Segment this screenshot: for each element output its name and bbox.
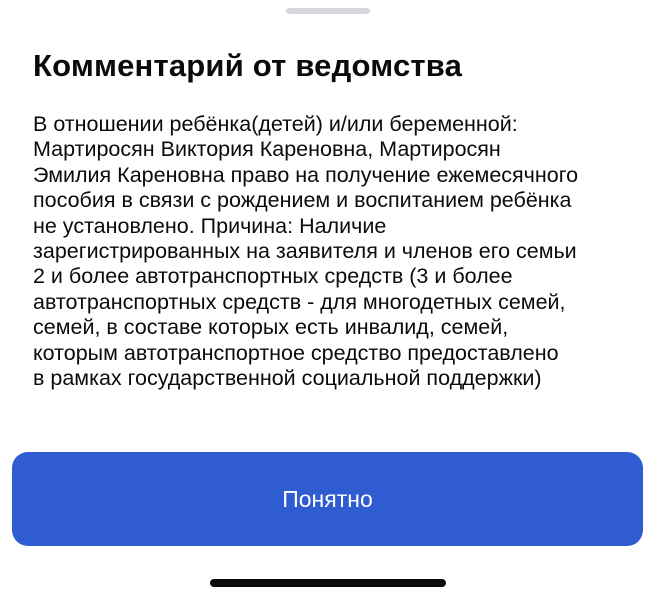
sheet-grabber-handle[interactable] xyxy=(286,8,370,14)
ok-button[interactable]: Понятно xyxy=(12,452,643,546)
comment-text: В отношении ребёнка(детей) и/или беременной: Мартиросян Виктория Кареновна, Мартиросян Эмилия Кареновна право на получение ежемесячного пособия в связи с рождением и воспитанием ребёнка не установлено. Причина: Наличие зарегистрированных на заявителя и членов его семьи 2 и более автотранспортных средств (3 и более автотранспортных средств - для многодетных семей, семей, в составе которых есть инвалид, семей, которым автотранспортное средство предоставлено в рамках государственной социальной поддержки) xyxy=(33,112,579,391)
home-indicator[interactable] xyxy=(210,579,446,587)
sheet-title: Комментарий от ведомства xyxy=(33,48,463,83)
